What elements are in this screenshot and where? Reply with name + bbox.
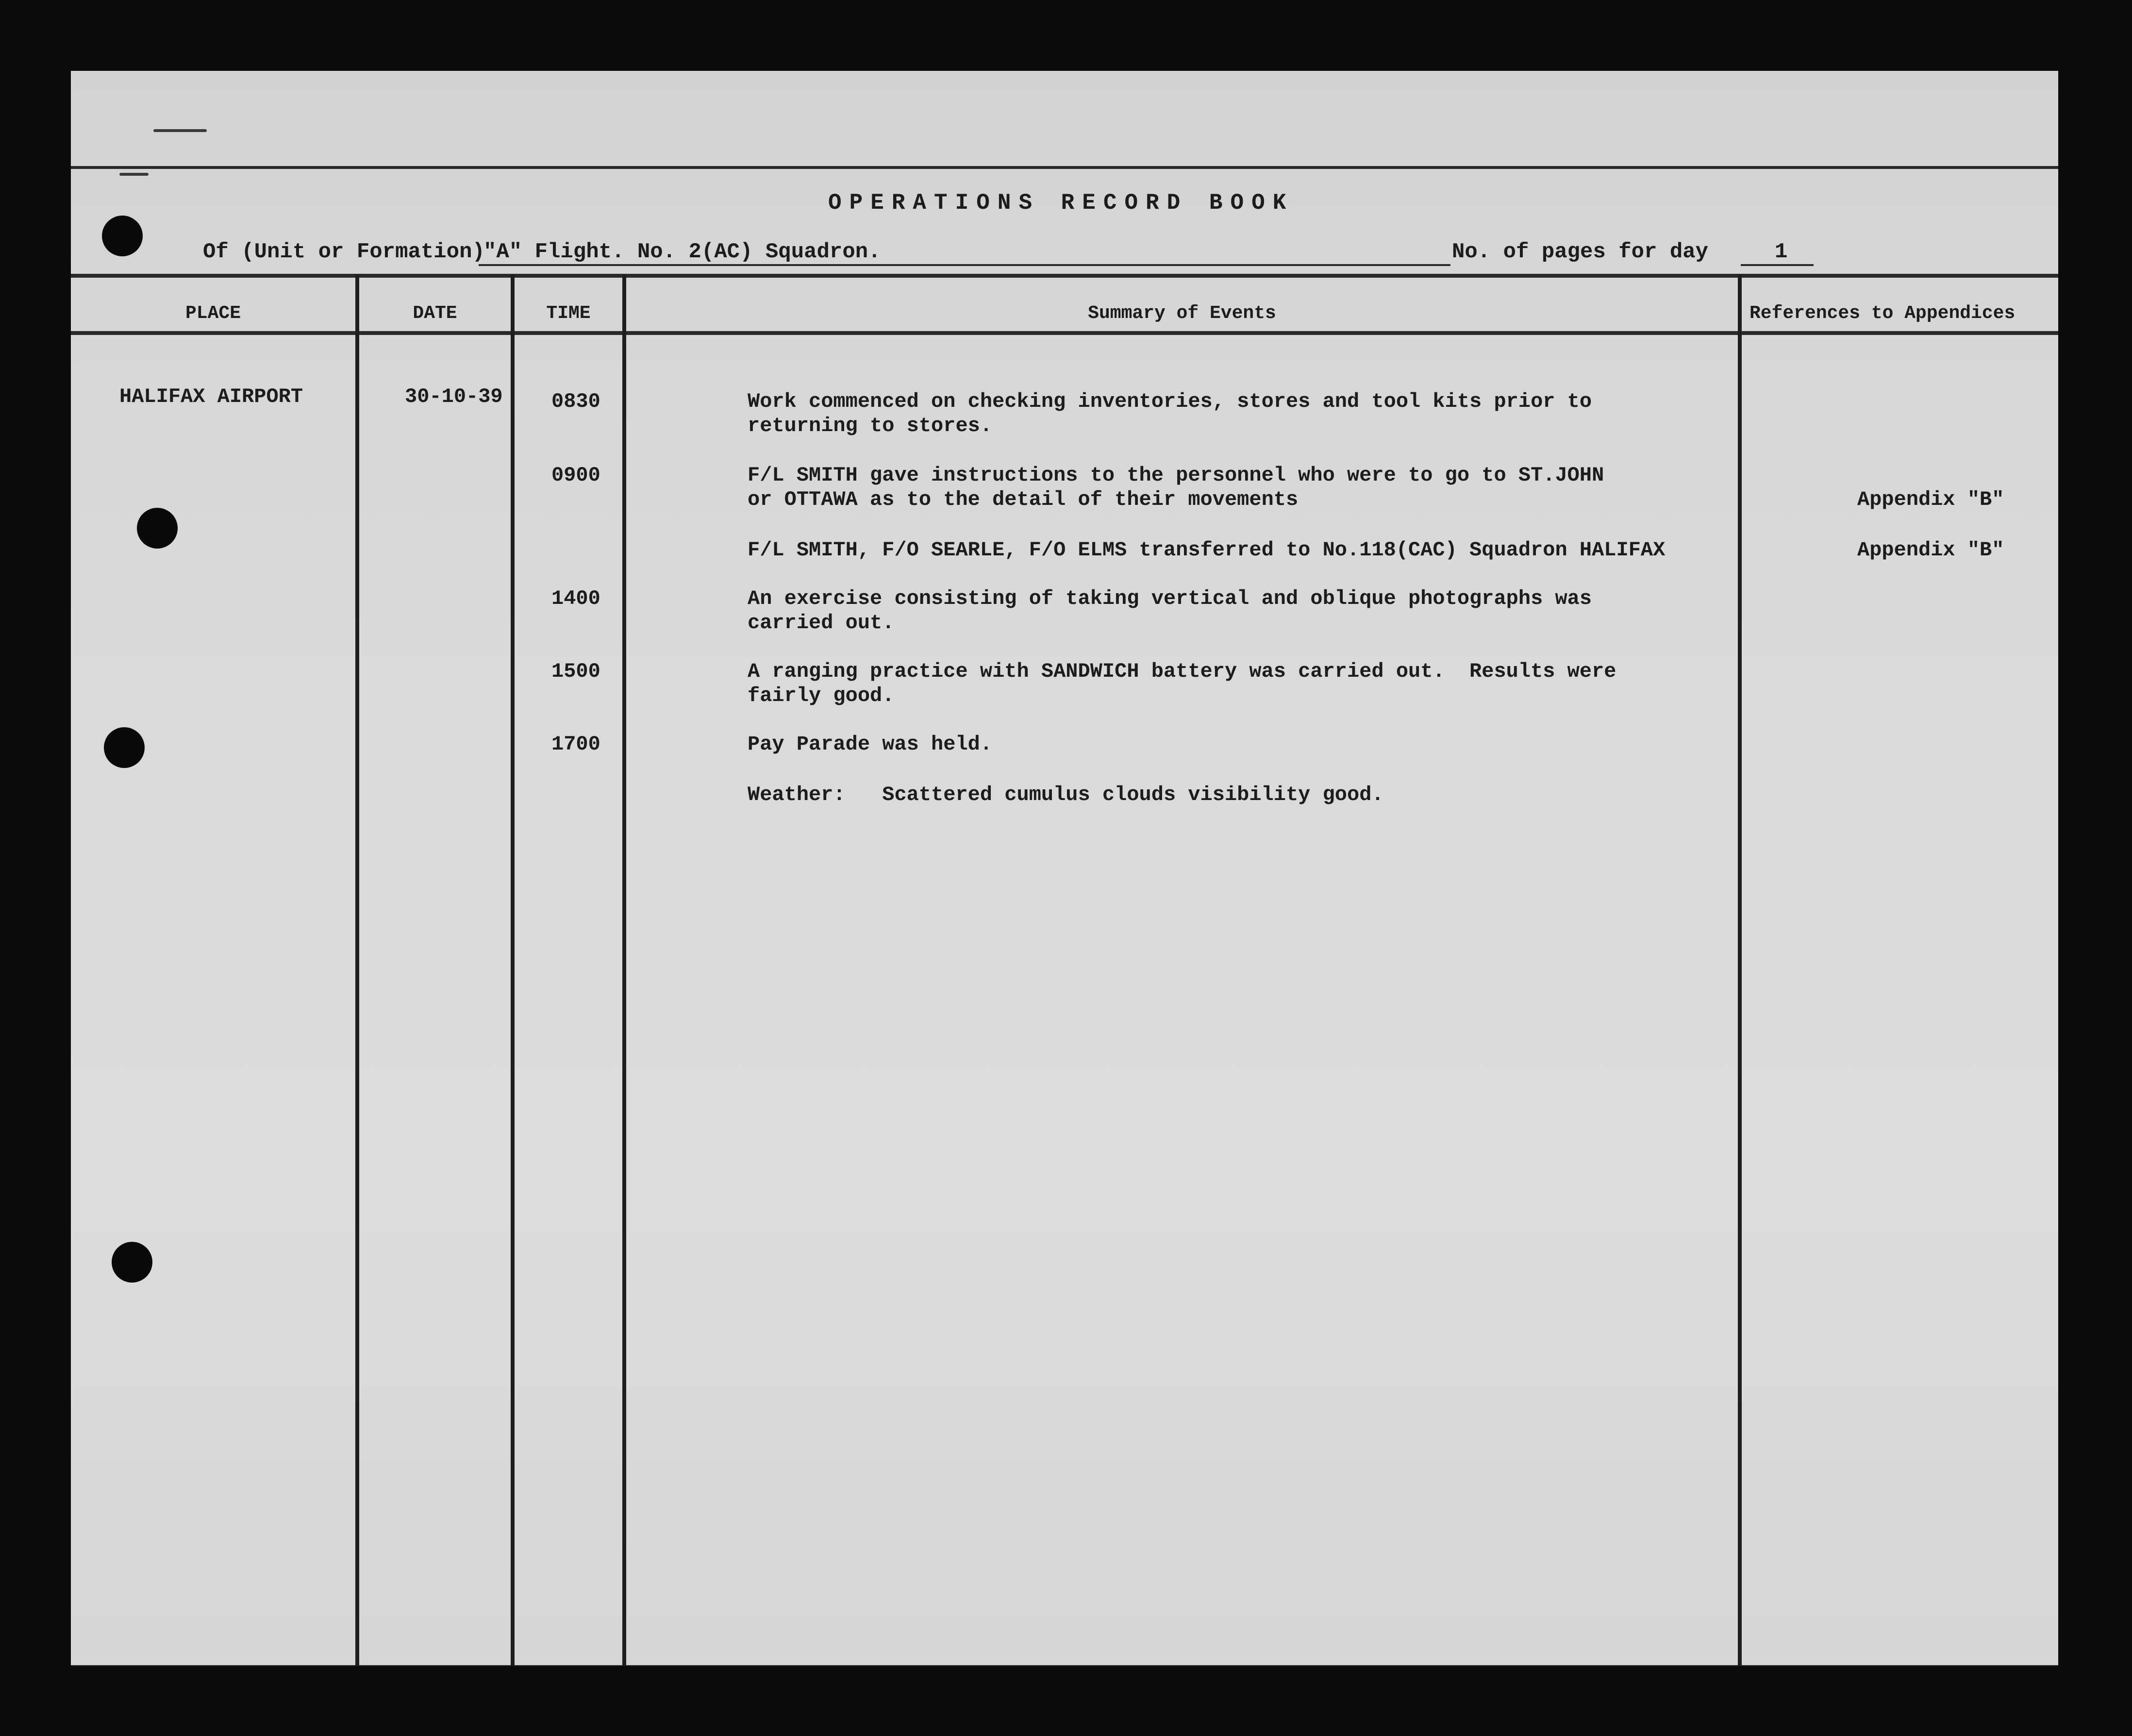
- entry-time: 1400: [551, 587, 600, 610]
- entry-summary: F/L SMITH gave instructions to the personnel who were to go to ST.JOHN or OTTAWA as to the detail of their movements: [748, 464, 1604, 511]
- unit-label: Of (Unit or Formation): [203, 240, 485, 264]
- entry-time: 0900: [551, 464, 600, 487]
- column-rule: [1738, 275, 1742, 1666]
- place-cell: HALIFAX AIRPORT: [119, 385, 303, 408]
- pages-value: 1: [1775, 240, 1788, 264]
- bottom-rule: [71, 1665, 2058, 1666]
- punch-hole: [102, 216, 143, 256]
- header-top-rule: [71, 274, 2058, 278]
- entry-time: 1500: [551, 660, 600, 683]
- column-rule: [511, 275, 515, 1666]
- entry-reference: Appendix "B": [1857, 488, 2004, 511]
- date-cell: 30-10-39: [405, 385, 503, 408]
- entry-summary: A ranging practice with SANDWICH battery was carried out. Results were fairly good.: [748, 660, 1616, 707]
- column-header-references: References to Appendices: [1749, 303, 2015, 324]
- column-rule: [622, 275, 626, 1666]
- page-title: OPERATIONS RECORD BOOK: [828, 190, 1294, 216]
- unit-underline: [479, 264, 1450, 266]
- pages-label: No. of pages for day: [1452, 240, 1709, 264]
- punch-hole: [112, 1242, 152, 1283]
- top-rule: [71, 166, 2058, 169]
- column-header-place: PLACE: [185, 303, 241, 324]
- entry-summary: Work commenced on checking inventories, stores and tool kits prior to returning to stores.: [748, 390, 1592, 437]
- unit-value: "A" Flight. No. 2(AC) Squadron.: [483, 240, 881, 264]
- column-header-summary: Summary of Events: [1088, 303, 1276, 324]
- ink-smudge: [119, 173, 149, 176]
- record-page: [71, 71, 2058, 1666]
- entry-reference: Appendix "B": [1857, 538, 2004, 562]
- entry-time: 1700: [551, 733, 600, 756]
- ink-smudge: [153, 129, 207, 132]
- entry-summary: An exercise consisting of taking vertical and oblique photographs was carried out.: [748, 587, 1592, 634]
- punch-hole: [137, 508, 178, 549]
- header-bottom-rule: [71, 331, 2058, 335]
- punch-hole: [104, 727, 145, 768]
- column-header-time: TIME: [546, 303, 591, 324]
- pages-underline: [1741, 264, 1814, 266]
- entry-summary: F/L SMITH, F/O SEARLE, F/O ELMS transferred to No.118(CAC) Squadron HALIFAX: [748, 538, 1666, 562]
- column-rule: [355, 275, 359, 1666]
- entry-summary: Pay Parade was held.: [748, 733, 993, 756]
- entry-time: 0830: [551, 390, 600, 413]
- entry-summary: Weather: Scattered cumulus clouds visibility good.: [748, 783, 1384, 806]
- column-header-date: DATE: [413, 303, 457, 324]
